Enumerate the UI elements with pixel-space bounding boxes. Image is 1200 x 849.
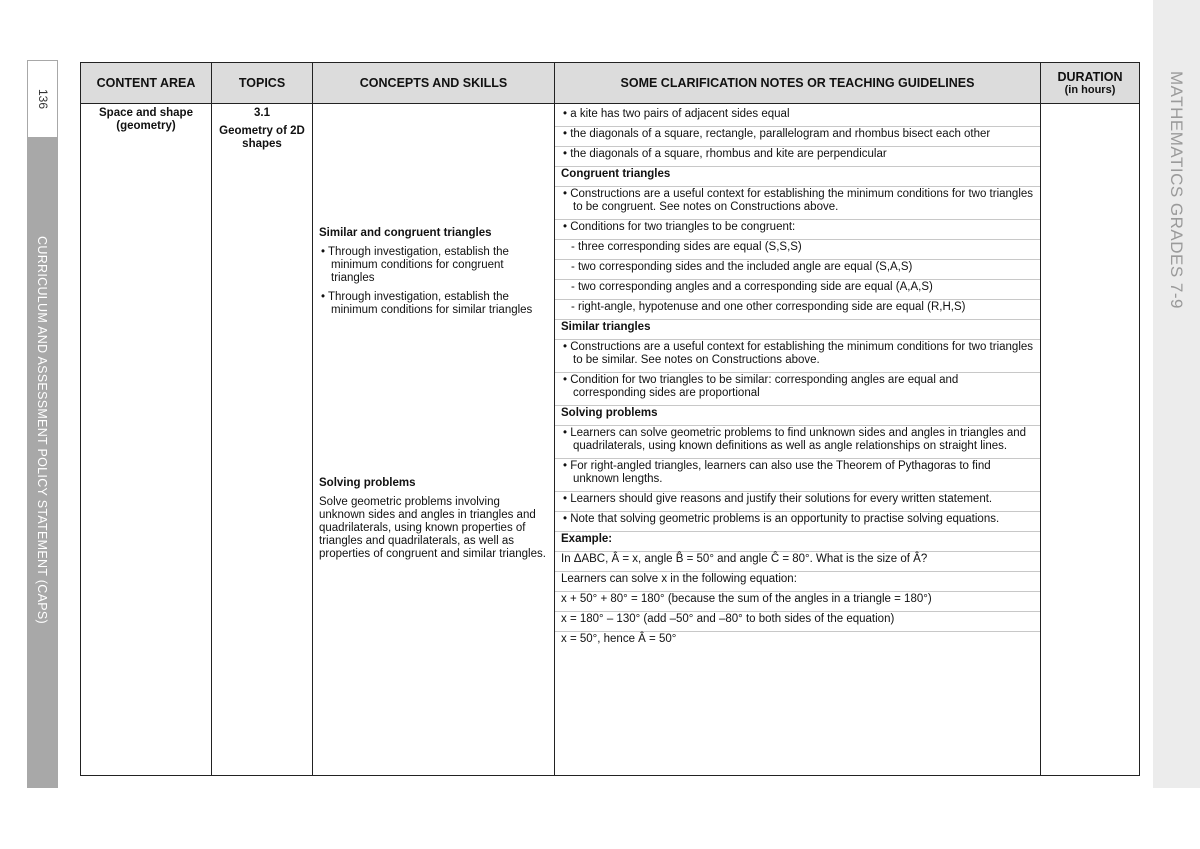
- table-row: [81, 104, 1140, 776]
- concepts-cell: [313, 104, 555, 776]
- note-heading: Solving problems: [561, 407, 658, 419]
- concept-bullet: • Through investigation, establish the minimum conditions for congruent triangles: [321, 246, 509, 284]
- note-item: • Constructions are a useful context for establishing the minimum conditions for two triangles to be similar. See notes on Constructions above.: [563, 341, 1034, 366]
- note-item: • Note that solving geometric problems is an opportunity to practise solving equations.: [563, 513, 1000, 525]
- header-duration-label: DURATION: [1057, 70, 1123, 84]
- note-heading: Congruent triangles: [561, 168, 671, 180]
- note-heading: Similar triangles: [561, 321, 651, 333]
- content-area-text: Space and shape (geometry): [99, 107, 193, 132]
- table-header-row: [81, 63, 1140, 104]
- note-item: • For right-angled triangles, learners can also use the Theorem of Pythagoras to find unknown lengths.: [563, 460, 991, 485]
- duration-cell: [1041, 104, 1140, 776]
- topic-name: Geometry of 2D shapes: [219, 125, 305, 150]
- note-item: • a kite has two pairs of adjacent sides equal: [563, 108, 790, 120]
- topics-cell: [212, 104, 313, 776]
- note-item: x + 50° + 80° = 180° (because the sum of the angles in a triangle = 180°): [561, 593, 932, 605]
- note-item: - right-angle, hypotenuse and one other corresponding side are equal (R,H,S): [571, 301, 966, 313]
- solving-problems-block: [319, 477, 548, 561]
- header-topics: TOPICS: [212, 63, 313, 104]
- note-item: • Learners can solve geometric problems to find unknown sides and angles in triangles and quadrilaterals, using known definitions as well as angle relationships on straight lines.: [563, 427, 1027, 452]
- note-item: x = 50°, hence Â = 50°: [561, 633, 677, 645]
- header-duration-unit: (in hours): [1064, 84, 1116, 96]
- note-item: - two corresponding sides and the included angle are equal (S,A,S): [571, 261, 913, 273]
- content-area-cell: [81, 104, 212, 776]
- note-item: Learners can solve x in the following equation:: [561, 573, 797, 585]
- notes-cell: [555, 104, 1041, 776]
- solving-problems-heading: Solving problems: [319, 477, 416, 489]
- left-side-title: CURRICULUM AND ASSESSMENT POLICY STATEMENT (CAPS): [35, 236, 49, 624]
- note-item: • the diagonals of a square, rhombus and kite are perpendicular: [563, 148, 887, 160]
- note-heading: Example:: [561, 533, 613, 545]
- similar-congruent-block: [319, 227, 548, 323]
- concept-bullet: • Through investigation, establish the minimum conditions for similar triangles: [321, 291, 533, 316]
- note-item: x = 180° – 130° (add –50° and –80° to both sides of the equation): [561, 613, 895, 625]
- note-item: • Learners should give reasons and justify their solutions for every written statement.: [563, 493, 993, 505]
- topic-number: 3.1: [254, 107, 270, 119]
- note-item: • the diagonals of a square, rectangle, parallelogram and rhombus bisect each other: [563, 128, 991, 140]
- note-item: • Conditions for two triangles to be congruent:: [563, 221, 796, 233]
- header-concepts: CONCEPTS AND SKILLS: [313, 63, 555, 104]
- page-number-box: [27, 60, 58, 138]
- note-item: - three corresponding sides are equal (S,S,S): [571, 241, 802, 253]
- similar-congruent-heading: Similar and congruent triangles: [319, 227, 492, 239]
- page-number: 136: [35, 88, 50, 110]
- note-item: In ΔABC, Â = x, angle B̂ = 50° and angle Ĉ = 80°. What is the size of Â?: [561, 553, 928, 565]
- notes-list: [561, 107, 1034, 649]
- curriculum-table: [80, 62, 1140, 776]
- left-side-band: [27, 60, 58, 788]
- header-duration: [1041, 63, 1140, 104]
- note-item: - two corresponding angles and a corresponding side are equal (A,A,S): [571, 281, 933, 293]
- note-item: • Constructions are a useful context for establishing the minimum conditions for two triangles to be congruent. See notes on Constructions above.: [563, 188, 1034, 213]
- header-content-area: CONTENT AREA: [81, 63, 212, 104]
- header-notes: SOME CLARIFICATION NOTES OR TEACHING GUIDELINES: [555, 63, 1041, 104]
- right-side-title: MATHEMATICS GRADES 7-9: [1167, 70, 1186, 310]
- note-item: • Condition for two triangles to be similar: corresponding angles are equal and corresponding sides are proportional: [563, 374, 959, 399]
- solving-problems-text: Solve geometric problems involving unknown sides and angles in triangles and quadrilaterals, using known properties of triangles and quadrilaterals, as well as properties of congruent and similar triangles.: [319, 496, 546, 560]
- right-side-band: [1153, 0, 1200, 788]
